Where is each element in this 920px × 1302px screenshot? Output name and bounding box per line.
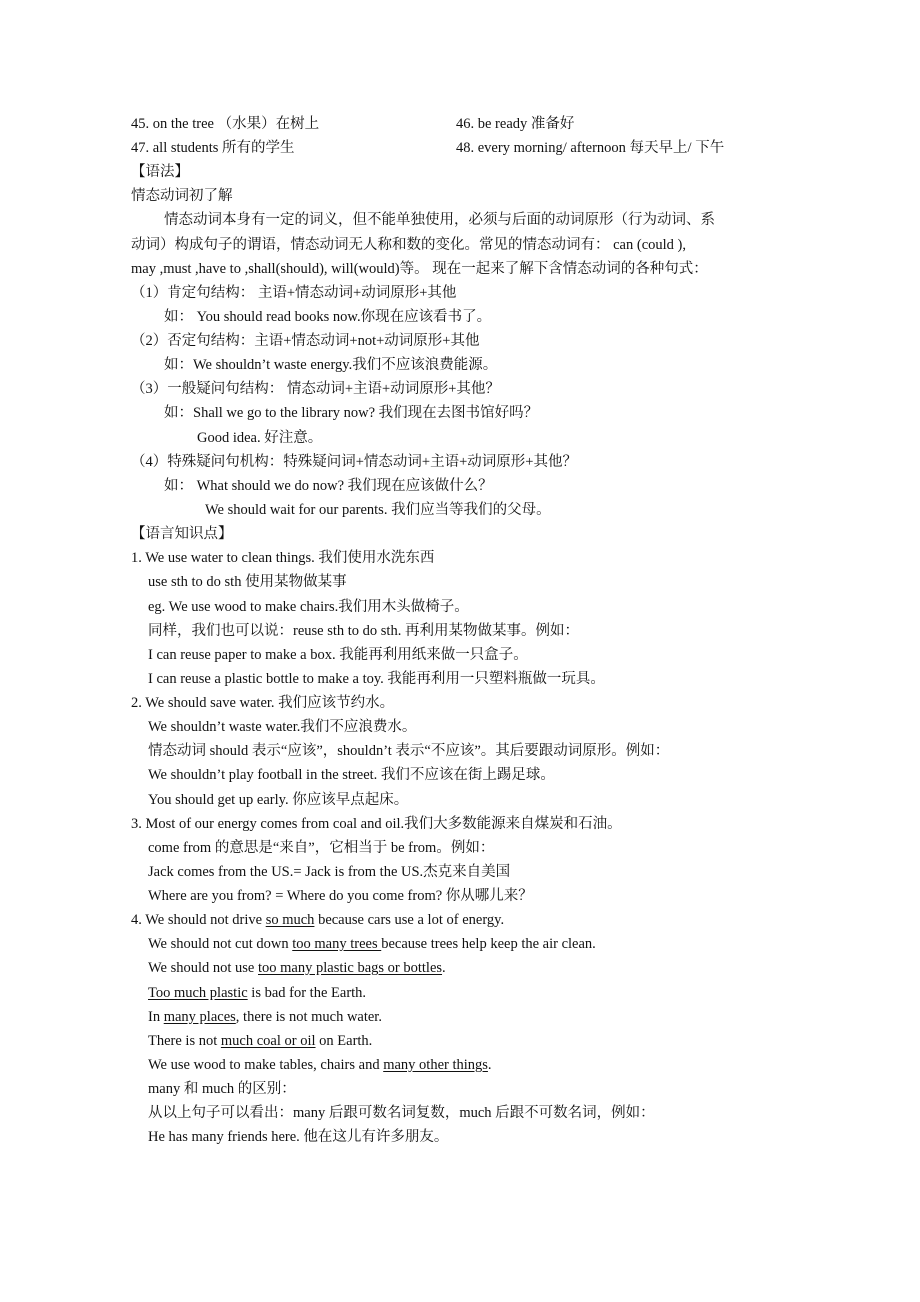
grammar-heading: 【语法】: [131, 164, 189, 180]
phrase-45: 45. on the tree （水果）在树上: [131, 116, 320, 132]
sentence-text: We should not cut down: [148, 936, 293, 952]
sentence-text: 4. We should not drive: [131, 912, 266, 928]
structure-3-example-2: Good idea. 好注意。: [197, 430, 323, 446]
sentence-text: because cars use a lot of energy.: [314, 912, 505, 928]
structure-1-title: （1）肯定句结构： 主语+情态动词+动词原形+其他: [131, 285, 457, 301]
knowledge-1-e: I can reuse a plastic bottle to make a toy. 我能再利用一只塑料瓶做一玩具。: [148, 671, 605, 687]
structure-3-title: （3）一般疑问句结构： 情态动词+主语+动词原形+其他？: [131, 381, 500, 397]
sentence-text: We should not use: [148, 960, 258, 976]
structure-1-example: 如： You should read books now.你现在应该看书了。: [164, 309, 492, 325]
underlined-phrase: too many plastic bags or bottles: [258, 960, 443, 976]
knowledge-3-a: come from 的意思是“来自”，它相当于 be from。例如：: [148, 840, 495, 856]
knowledge-1-b: eg. We use wood to make chairs.我们用木头做椅子。: [148, 599, 469, 615]
knowledge-4-line-6: [148, 1031, 372, 1051]
underlined-phrase: Too much plastic: [148, 985, 248, 1001]
structure-4-example-1: 如： What should we do now? 我们现在应该做什么？: [164, 478, 493, 494]
knowledge-3: 3. Most of our energy comes from coal and oil.我们大多数能源来自煤炭和石油。: [131, 816, 622, 832]
knowledge-1-d: I can reuse paper to make a box. 我能再利用纸来做一只盒子。: [148, 647, 528, 663]
knowledge-2-c: We shouldn’t play football in the street. 我们不应该在街上踢足球。: [148, 767, 555, 783]
knowledge-4-line-10: He has many friends here. 他在这儿有许多朋友。: [148, 1129, 449, 1145]
sentence-text: is bad for the Earth.: [247, 985, 367, 1001]
grammar-subtitle: 情态动词初了解: [131, 188, 233, 204]
knowledge-1-c: 同样，我们也可以说：reuse sth to do sth. 再利用某物做某事。例如：: [148, 623, 579, 639]
sentence-text: In: [148, 1009, 164, 1025]
knowledge-2-d: You should get up early. 你应该早点起床。: [148, 792, 409, 808]
knowledge-3-c: Where are you from? = Where do you come from? 你从哪儿来？: [148, 888, 533, 904]
knowledge-heading: 【语言知识点】: [131, 526, 233, 542]
structure-2-example: 如：We shouldn’t waste energy.我们不应该浪费能源。: [164, 357, 498, 373]
structure-3-example-1: 如：Shall we go to the library now? 我们现在去图书馆好吗？: [164, 405, 539, 421]
knowledge-4-line-9: 从以上句子可以看出：many 后跟可数名词复数，much 后跟不可数名词，例如：: [148, 1105, 655, 1121]
sentence-text: because trees help keep the air clean.: [381, 936, 596, 952]
knowledge-4-line-1: [131, 910, 504, 930]
knowledge-4-line-3: [148, 958, 446, 978]
structure-2-title: （2）否定句结构：主语+情态动词+not+动词原形+其他: [131, 333, 480, 349]
sentence-text: There is not: [148, 1033, 221, 1049]
knowledge-4-line-8: many 和 much 的区别：: [148, 1081, 296, 1097]
phrase-47: 47. all students 所有的学生: [131, 140, 295, 156]
structure-4-title: （4）特殊疑问句机构：特殊疑问词+情态动词+主语+动词原形+其他？: [131, 454, 577, 470]
underlined-phrase: many other things: [383, 1057, 488, 1073]
knowledge-1-a: use sth to do sth 使用某物做某事: [148, 574, 347, 590]
grammar-intro-line-1: 情态动词本身有一定的词义，但不能单独使用，必须与后面的动词原形（行为动词、系: [164, 212, 715, 228]
grammar-intro-line-2: 动词）构成句子的谓语，情态动词无人称和数的变化。常见的情态动词有： can (could ),: [131, 237, 686, 253]
structure-4-example-2: We should wait for our parents. 我们应当等我们的父母。: [205, 502, 551, 518]
sentence-text: , there is not much water.: [235, 1009, 382, 1025]
knowledge-4-line-5: [148, 1007, 382, 1027]
knowledge-4-line-7: [148, 1055, 492, 1075]
knowledge-3-b: Jack comes from the US.= Jack is from the US.杰克来自美国: [148, 864, 511, 880]
sentence-text: .: [487, 1057, 492, 1073]
underlined-phrase: many places: [163, 1009, 236, 1025]
sentence-text: We use wood to make tables, chairs and: [148, 1057, 384, 1073]
knowledge-4-line-4: [148, 983, 366, 1003]
underlined-phrase: much coal or oil: [220, 1033, 316, 1049]
underlined-phrase: so much: [265, 912, 315, 928]
underlined-phrase: too many trees: [292, 936, 382, 952]
phrase-46: 46. be ready 准备好: [456, 116, 575, 132]
phrase-48: 48. every morning/ afternoon 每天早上/ 下午: [456, 140, 725, 156]
grammar-intro-line-3: may ,must ,have to ,shall(should), will(would)等。 现在一起来了解下含情态动词的各种句式：: [131, 261, 708, 277]
sentence-text: on Earth.: [315, 1033, 373, 1049]
knowledge-1: 1. We use water to clean things. 我们使用水洗东西: [131, 550, 435, 566]
knowledge-2-a: We shouldn’t waste water.我们不应浪费水。: [148, 719, 417, 735]
knowledge-4-line-2: [148, 934, 596, 954]
knowledge-2-b: 情态动词 should 表示“应该”，shouldn’t 表示“不应该”。其后要跟动词原形。例如：: [148, 743, 670, 759]
knowledge-2: 2. We should save water. 我们应该节约水。: [131, 695, 395, 711]
sentence-text: .: [442, 960, 446, 976]
